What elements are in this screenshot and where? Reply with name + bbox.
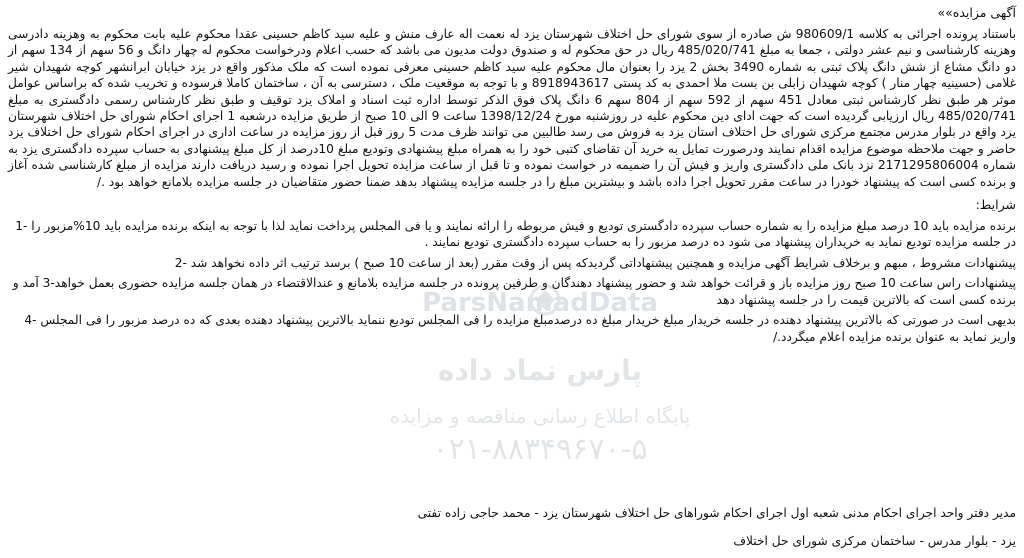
watermark-tagline: پایگاه اطلاع رسانی مناقصه و مزایده: [389, 404, 691, 428]
watermark-persian-brand: پارس نماد داده: [437, 354, 643, 387]
conditions-heading: شرایط:: [975, 197, 1016, 213]
address-line: یزد - بلوار مدرس - ساختمان مرکزی شورای حل اختلاف: [733, 534, 1016, 548]
condition-item: پیشنهادات راس ساعت 10 صبح روز مزایده باز و قرائت خواهد شد و حضور پیشنهاد دهندگان و طرفین پرونده در جلسه مزایده بلامانع و عندالاقتضاء در همان جلسه مزایده حضوری بعمل خواهد-3 آمد و برنده کسی است که بالاترین قیمت را در جلسه پیشنهاد دهد: [12, 276, 1016, 307]
condition-item: بدیهی است در صورتی که بالاترین پیشنهاد دهنده در جلسه خریدار مبلغ خریدار مبلغ ده درصدمبلغ مزایده را فی المجلس تودیع ننماید بالاترین پیشنهاد دهنده بعدی که ده درصد مزبور را فی المجلس -4 واریز نماید به عنوان برنده مزایده اعلام میگردد./: [24, 313, 1016, 344]
watermark-phone: ۰۲۱-۸۸۳۴۹۶۷۰-۵: [432, 432, 648, 467]
notice-body: باستناد پرونده اجرائی به کلاسه 980609/1 ش صادره از سوی شورای حل اختلاف شهرستان یزد له نعمت اله عارف منش و علیه سید کاظم حسینی عقدا محکوم علیه بابت محکوم به وهزینه دادرسی وهزینه کارشناسی و نیم عشر دولتی ، جمعا به مبلغ 485/020/741 ریال در حق محکوم له و صندوق دولت مدیون می باشد که حسب اعلام ودرخواست محکوم له چهار دانگ و 56 سهم از 134 سهم از دو دانگ مشاع از شش دانگ پلاک ثبتی به شماره 3490 بخش 2 یزد را بعنوان مال محکوم علیه سید کاظم حسینی معرفی نموده است که ملک مذکور واقع در یزد خیابان ابرانشهر کوچه شهیدان شیر غلامی (حسینیه چهار منار ) کوچه شهیدان زابلی بن بست ملا احمدی به کد پستی 8918943617 و با توجه به موقعیت ملک ، دسترسی به آن ، ساختمان کاملا فرسوده و تخریب شده که براساس عوامل موثر هر طبق نظر کارشناس ثبتی معادل 451 سهم از 592 سهم از 804 سهم 6 دانگ پلاک فوق الذکر توسط اداره ثبت اسناد و املاک یزد توقیف و طبق نظر کارشناس رسمی دادگستری به مبلغ 485/020/741 ریال ارزیابی گردیده است که جهت ادای دین محکوم علیه در روزشنبه مورخ 1398/12/24 ساعت 9 الی 10 صبح از طریق مزایده درشعبه 1 اجرای احکام شورای حل اختلاف شهرستان یزد واقع در بلوار مدرس مجتمع مرکزی شورای حل اختلاف استان یزد به فروش می رسد طالبین می توانند ظرف مدت 5 روز قبل از روز مزایده در ساعت اداری در اجرای احکام شورای حل اختلاف یزد حاضر و جهت ملاحظه موضوع مزایده اقدام نمایند ودرصورت تمایل به خرید آن تقاضای کتبی خود را به همراه مبلغ پیشنهادی وتودیع مبلغ 10درصد از کل مبلغ پیشنهادی به حساب سپرده دادگستری یزد به شماره 2171295806004 نزد بانک ملی دادگستری واریز و فیش آن را ضمیمه در خواست نموده و تا قبل از ساعت مزایده تحویل اجرا نموده و رسید دریافت دارند مزایده از مبلغ کارشناسی شده آغاز و برنده کسی است که پیشنهاد خودرا در ساعت مقرر تحویل اجرا داده باشد و بیشترین مبلغ را در جلسه مزایده پیشنهاد بدهد ضمنا حضور متقاضیان در جلسه مزایده بلامانع خواهد بود ./: [8, 27, 1017, 189]
condition-item: برنده مزایده باید 10 درصد مبلغ مزایده را به شماره حساب سپرده دادگستری تودیع و فیش مربوطه را ارائه نمایند و یا فی المجلس پرداخت نماید لذا با توجه به اینکه برنده مزایده باید 10%مزبور را -1 در جلسه مزایده تودیع نماید به خریداران پیشنهاد می شود ده درصد مزبور را به حساب سپرده دادگستری تودیع نمایند .: [15, 219, 1016, 250]
watermark-brand: ParsNamadData: [422, 288, 658, 318]
notice-title: آگهی مزایده»»: [937, 5, 1016, 20]
condition-item: پیشنهادات مشروط ، مبهم و برخلاف شرایط آگهی مزایده و همچنین پیشنهاداتی گردیدکه پس از وقت مقرر (بعد از ساعت 10 صبح ) برسد ترتیب اثر داده نخواهد شد -2: [174, 255, 1016, 270]
signature-line: مدیر دفتر واحد اجرای احکام مدنی شعبه اول اجرای احکام شوراهای حل اختلاف شهرستان یزد - محمد حاجی زاده تفتی: [417, 506, 1016, 520]
